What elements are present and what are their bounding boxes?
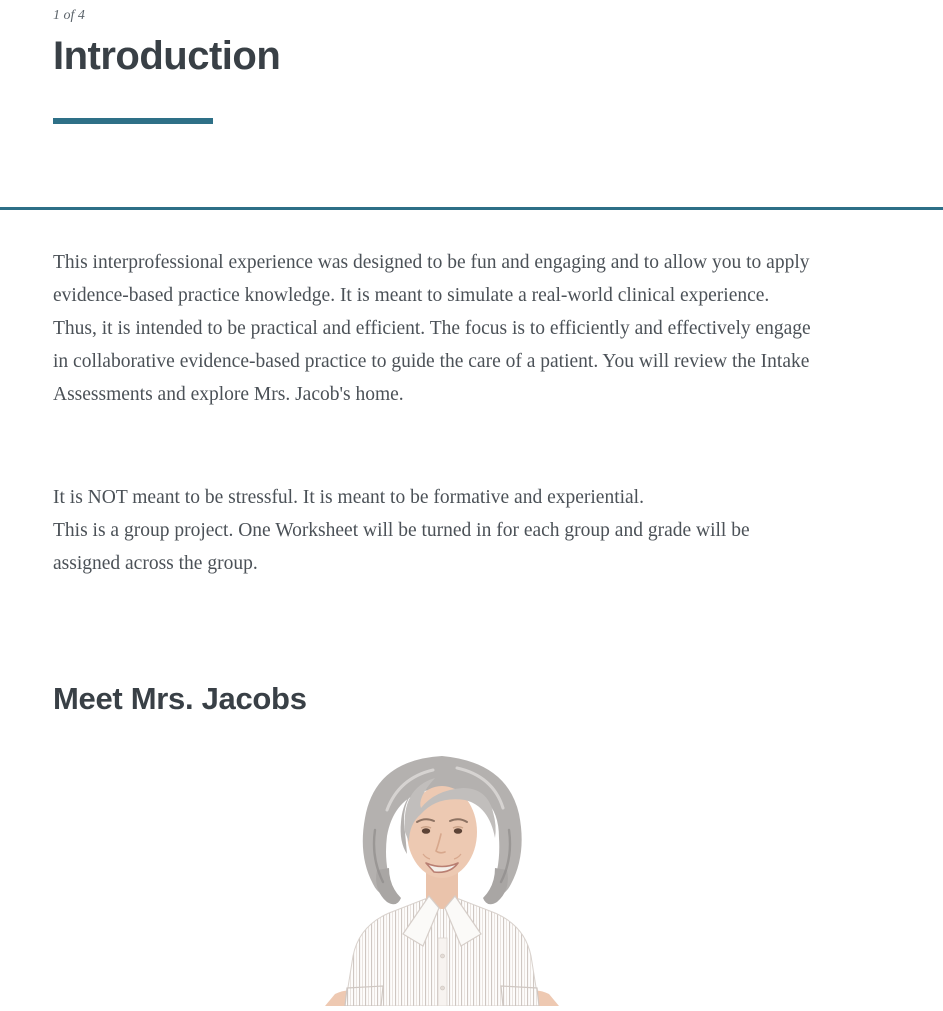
mrs-jacobs-photo — [317, 750, 567, 1006]
left-sleeve-cuff — [345, 986, 383, 1006]
left-eye — [422, 828, 430, 834]
notes-line-2: This is a group project. One Worksheet will be turned in for each group and grade will be assigned across the group. — [53, 520, 750, 574]
subheading-meet-mrs-jacobs: Meet Mrs. Jacobs — [53, 681, 307, 716]
shirt-button — [441, 954, 445, 958]
page-title: Introduction — [53, 34, 281, 78]
intro-paragraph: This interprofessional experience was designed to be fun and engaging and to allow you to apply evidence-based practice knowledge. It is meant to simulate a real-world clinical experience. Thus, it is intended to be practical and efficient. The focus is to efficiently and effectively engage in collaborative evidence-based practice to guide the care of a patient. You will review the Intake Assessments and explore Mrs. Jacob's home. — [53, 252, 811, 405]
notes-line-1: It is NOT meant to be stressful. It is meant to be formative and experiential. — [53, 487, 644, 508]
shirt-button — [441, 986, 445, 990]
figure-container — [53, 750, 813, 1006]
button-placket — [438, 938, 447, 1006]
section-divider — [0, 207, 943, 210]
right-sleeve-cuff — [501, 986, 539, 1006]
title-accent-bar — [53, 118, 213, 124]
right-eye — [454, 828, 462, 834]
notes-paragraph — [53, 481, 813, 580]
pagination-indicator: 1 of 4 — [53, 8, 85, 23]
